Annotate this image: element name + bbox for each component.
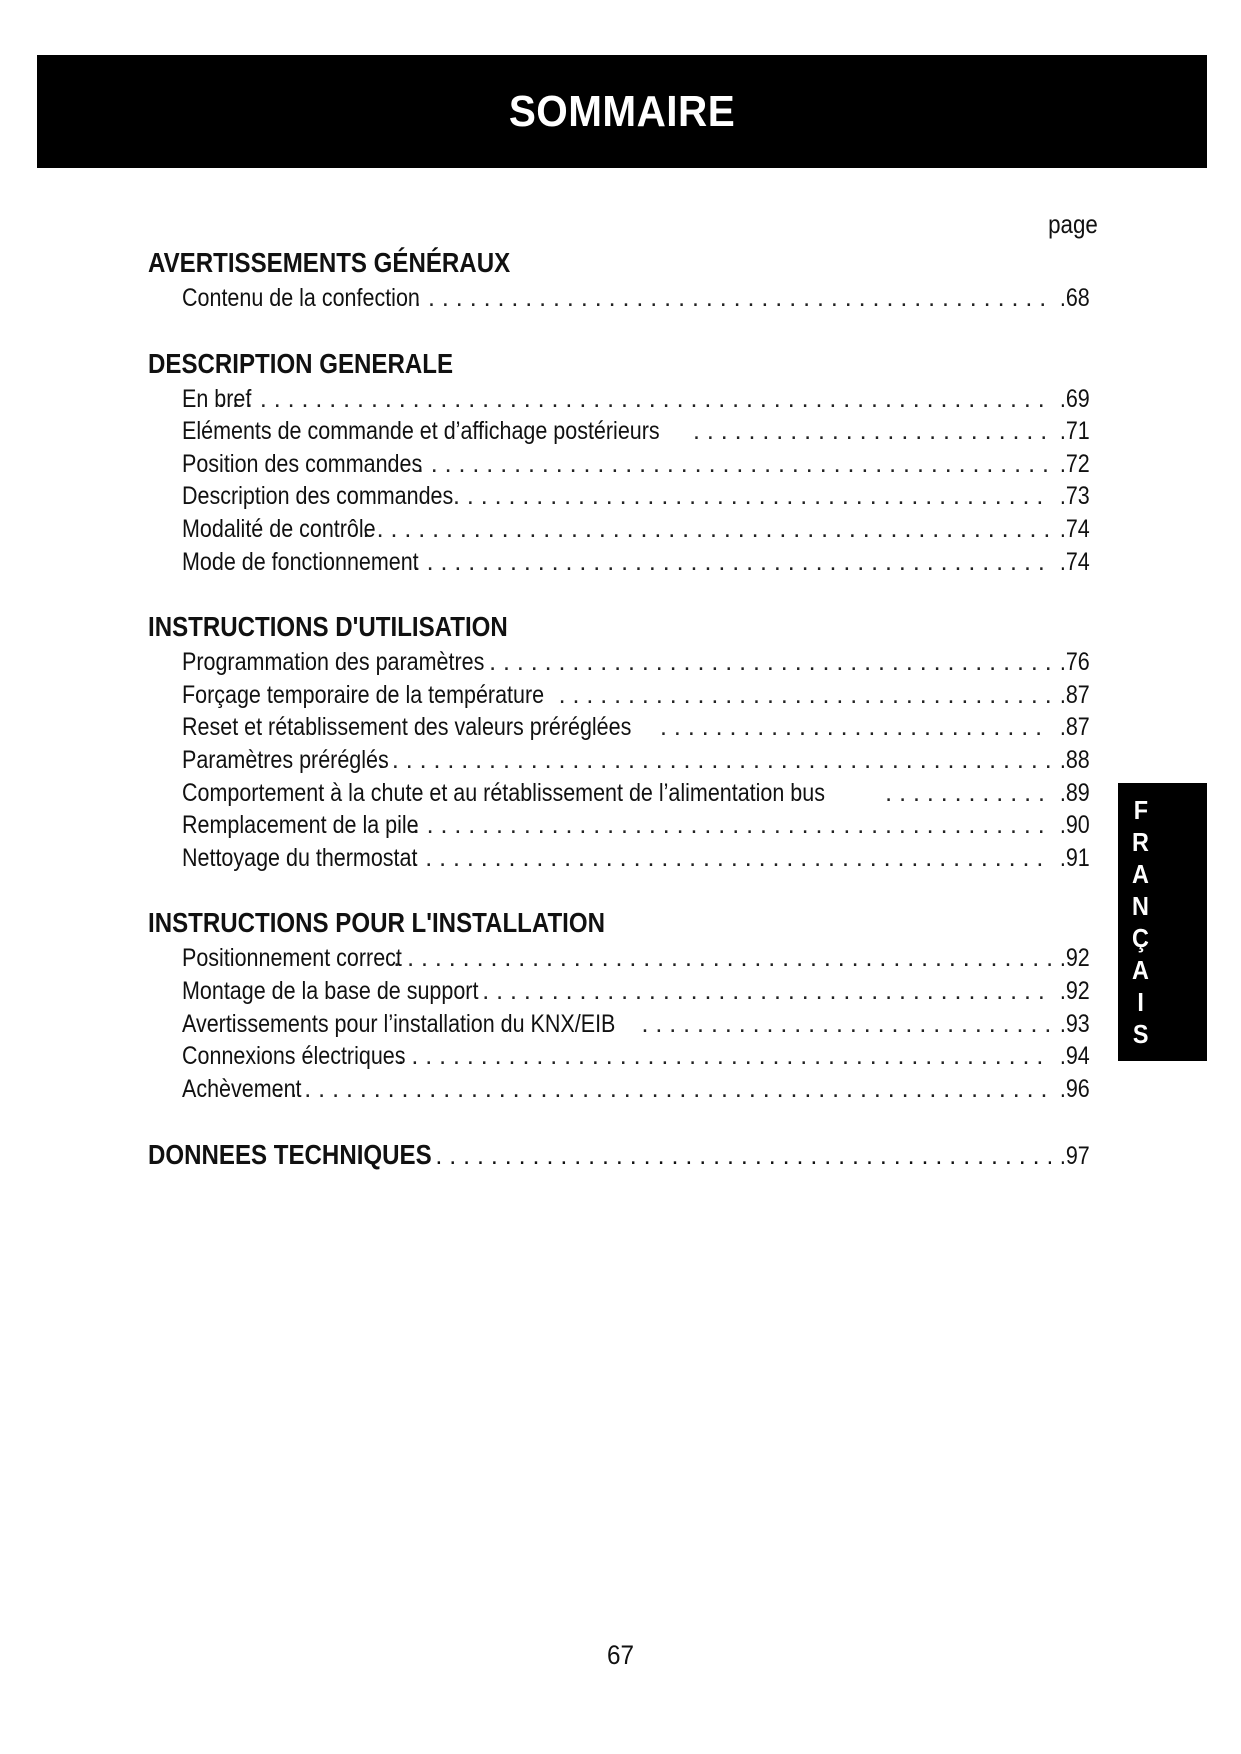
entry-page: .68 <box>1060 284 1090 312</box>
toc-final-entry[interactable] <box>148 1135 1090 1175</box>
toc-section <box>148 608 1090 874</box>
language-letter: S <box>1132 1019 1149 1049</box>
leader-dots <box>413 809 1052 842</box>
entry-page: .92 <box>1060 976 1090 1005</box>
leader-dots <box>397 1040 1051 1073</box>
entry-page: .87 <box>1060 713 1090 742</box>
entry-label: Mode de fonctionnement <box>182 547 419 576</box>
language-tab <box>1118 783 1207 1061</box>
leader-dots <box>482 975 1051 1008</box>
final-entry-label: DONNEES TECHNIQUES <box>148 1139 432 1171</box>
entry-label: Paramètres préréglés <box>182 745 389 774</box>
entry-label: Avertissements pour l’installation du KNX/EIB <box>182 1009 616 1038</box>
entry-page: .93 <box>1060 1009 1090 1038</box>
language-letter: Ç <box>1132 923 1149 953</box>
leader-dots <box>693 415 1051 448</box>
entry-label: Nettoyage du thermostat <box>182 843 418 872</box>
toc-entry[interactable] <box>182 546 1090 579</box>
entry-label: Modalité de contrôle <box>182 514 376 543</box>
toc-entry[interactable] <box>182 282 1090 315</box>
page-title: SOMMAIRE <box>508 86 736 136</box>
table-of-contents <box>148 244 1090 1175</box>
section-title: AVERTISSEMENTS GÉNÉRAUX <box>148 247 511 278</box>
entry-label: Reset et rétablissement des valeurs préréglées <box>182 713 632 742</box>
entry-label: Description des commandes <box>182 482 454 511</box>
leader-dots <box>414 282 1051 315</box>
leader-dots <box>378 744 1051 777</box>
entry-label: Montage de la base de support <box>182 976 479 1005</box>
toc-entry[interactable] <box>182 383 1090 416</box>
leader-dots <box>218 383 1051 416</box>
toc-entry[interactable] <box>182 777 1090 810</box>
header-bar <box>37 55 1207 168</box>
leader-dots <box>453 480 1051 513</box>
entry-page: .88 <box>1060 745 1090 774</box>
leader-dots <box>559 679 1052 712</box>
entry-page: .76 <box>1060 648 1090 677</box>
entry-page: .96 <box>1060 1074 1090 1103</box>
toc-entry[interactable] <box>182 1073 1090 1106</box>
entry-label: Forçage temporaire de la température <box>182 680 545 709</box>
entry-label: En bref <box>182 384 252 413</box>
entry-page: .74 <box>1060 547 1090 576</box>
entry-label: Programmation des paramètres <box>182 648 485 677</box>
entry-page: .74 <box>1060 514 1090 543</box>
leader-dots <box>417 448 1051 481</box>
toc-entry[interactable] <box>182 1040 1090 1073</box>
entry-page: .90 <box>1060 811 1090 840</box>
language-letter: I <box>1137 987 1144 1017</box>
toc-entry[interactable] <box>182 1008 1090 1041</box>
leader-dots <box>435 1136 1051 1176</box>
toc-entry[interactable] <box>182 448 1090 481</box>
language-letter: F <box>1133 795 1148 825</box>
toc-entry[interactable] <box>182 975 1090 1008</box>
toc-entry[interactable] <box>182 842 1090 875</box>
entry-label: Position des commandes <box>182 449 423 478</box>
entry-label: Comportement à la chute et au rétablissement de l’alimentation bus <box>182 778 825 807</box>
entry-label: Achèvement <box>182 1074 302 1103</box>
leader-dots <box>411 842 1051 875</box>
toc-entry[interactable] <box>182 942 1090 975</box>
language-letter: A <box>1132 955 1149 985</box>
entry-page: .91 <box>1060 843 1090 872</box>
leader-dots <box>885 777 1051 810</box>
toc-entry[interactable] <box>182 513 1090 546</box>
leader-dots <box>363 513 1052 546</box>
leader-dots <box>660 711 1051 744</box>
entry-label: Remplacement de la pile <box>182 811 419 840</box>
entry-page: .89 <box>1060 778 1090 807</box>
entry-label: Contenu de la confection <box>182 284 420 312</box>
entry-page: .92 <box>1060 944 1090 973</box>
page-column-label: page <box>1048 209 1098 239</box>
page-number: 67 <box>606 1640 635 1670</box>
entry-label: Positionnement correct <box>182 944 402 973</box>
section-title: INSTRUCTIONS D'UTILISATION <box>148 611 508 643</box>
toc-entry[interactable] <box>182 744 1090 777</box>
leader-dots <box>277 1073 1052 1106</box>
toc-entry[interactable] <box>182 415 1090 448</box>
entry-page: .73 <box>1060 482 1090 511</box>
entry-page: .71 <box>1060 417 1090 446</box>
section-title: INSTRUCTIONS POUR L'INSTALLATION <box>148 907 605 939</box>
toc-entry[interactable] <box>182 711 1090 744</box>
final-entry-page: .97 <box>1060 1142 1090 1171</box>
toc-entry[interactable] <box>182 480 1090 513</box>
entry-page: .69 <box>1060 384 1090 413</box>
language-letter: N <box>1132 891 1149 921</box>
toc-entry[interactable] <box>182 646 1090 679</box>
leader-dots <box>489 646 1051 679</box>
entry-label: Connexions électriques <box>182 1042 406 1071</box>
language-letter: A <box>1132 859 1149 889</box>
entry-page: .87 <box>1060 680 1090 709</box>
toc-section <box>148 345 1090 579</box>
leader-dots <box>393 942 1051 975</box>
toc-section <box>148 904 1090 1105</box>
language-letter: R <box>1132 827 1149 857</box>
toc-section <box>148 244 1090 315</box>
entry-label: Eléments de commande et d’affichage postérieurs <box>182 417 660 446</box>
toc-entry[interactable] <box>182 809 1090 842</box>
toc-entry[interactable] <box>182 679 1090 712</box>
entry-page: .72 <box>1060 449 1090 478</box>
leader-dots <box>641 1008 1051 1041</box>
leader-dots <box>413 546 1052 579</box>
section-title: DESCRIPTION GENERALE <box>148 347 454 379</box>
entry-page: .94 <box>1060 1042 1090 1071</box>
